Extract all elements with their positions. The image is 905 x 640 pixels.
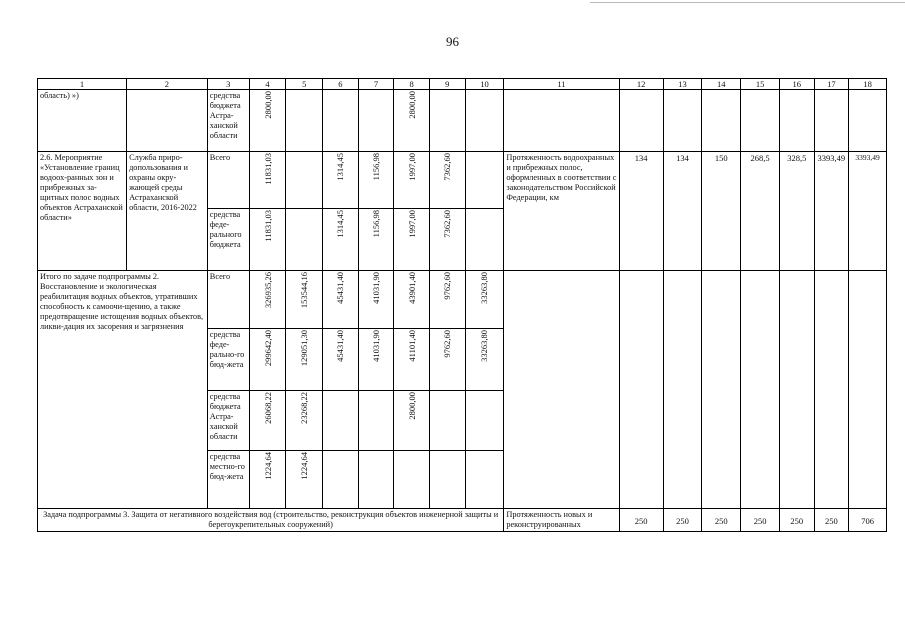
value-cell: 1224,64 — [249, 451, 286, 509]
col-header: 17 — [814, 79, 849, 90]
value-cell: 153544,16 — [286, 271, 323, 329]
col-header: 2 — [127, 79, 208, 90]
indicator-value: 250 — [663, 509, 702, 532]
executor-cell — [127, 90, 208, 152]
indicator-cell: Протяженность водоохранных и прибрежных полос, оформленных в соответствии с законодательством Российской Федерации, км — [504, 152, 619, 271]
indicator-value — [814, 90, 849, 152]
value-cell: 1156,98 — [358, 152, 394, 209]
value-cell — [465, 209, 504, 271]
indicator-value — [779, 271, 814, 509]
indicator-value: 250 — [814, 509, 849, 532]
value-cell — [286, 209, 323, 271]
value-cell — [358, 451, 394, 509]
col-header: 5 — [286, 79, 323, 90]
indicator-value: 328,5 — [779, 152, 814, 271]
source-cell: средства местно-го бюд-жета — [207, 451, 249, 509]
col-header: 10 — [465, 79, 504, 90]
col-header: 1 — [38, 79, 127, 90]
indicator-value: 250 — [779, 509, 814, 532]
indicator-value — [619, 271, 663, 509]
source-cell: средства феде-рально-го бюд-жета — [207, 329, 249, 391]
col-header: 11 — [504, 79, 619, 90]
value-cell: 1224,64 — [286, 451, 323, 509]
source-cell: средства бюджета Астра-ханской области — [207, 391, 249, 451]
indicator-value: 150 — [702, 152, 741, 271]
value-cell — [286, 152, 323, 209]
table-row — [38, 152, 887, 209]
col-header: 8 — [394, 79, 430, 90]
indicator-value — [779, 90, 814, 152]
col-header: 7 — [358, 79, 394, 90]
page-number: 96 — [446, 34, 459, 49]
table-row — [38, 90, 887, 152]
source-cell: средства бюджета Астра-ханской области — [207, 90, 249, 152]
indicator-value — [663, 271, 702, 509]
value-cell: 9762,60 — [429, 329, 465, 391]
indicator-value — [741, 271, 780, 509]
value-cell — [286, 90, 323, 152]
indicator-cell: Протяженность новых и реконструированных — [504, 509, 619, 532]
source-cell: Всего — [207, 271, 249, 329]
value-cell — [394, 451, 430, 509]
indicator-value: 134 — [663, 152, 702, 271]
col-header: 15 — [741, 79, 780, 90]
col-header: 12 — [619, 79, 663, 90]
value-cell — [323, 90, 359, 152]
value-cell: 1314,45 — [323, 209, 359, 271]
program-table — [37, 78, 887, 532]
indicator-cell — [504, 90, 619, 152]
value-cell — [465, 451, 504, 509]
value-cell: 7362,60 — [429, 209, 465, 271]
indicator-value: 3393,49 — [849, 152, 887, 271]
indicator-value: 268,5 — [741, 152, 780, 271]
indicator-value — [849, 90, 887, 152]
value-cell — [429, 90, 465, 152]
value-cell — [323, 451, 359, 509]
indicator-value — [702, 90, 741, 152]
indicator-value: 3393,49 — [814, 152, 849, 271]
value-cell: 1314,45 — [323, 152, 359, 209]
indicator-value — [741, 90, 780, 152]
value-cell: 2800,00 — [249, 90, 286, 152]
col-header: 16 — [779, 79, 814, 90]
value-cell: 23268,22 — [286, 391, 323, 451]
value-cell: 7362,60 — [429, 152, 465, 209]
task-heading: Задача подпрограммы 3. Защита от негативного воздействия вод (строительство, реконструкция объектов инженерной защиты и берегоукрепительных сооружений) — [38, 509, 504, 532]
value-cell: 26068,22 — [249, 391, 286, 451]
indicator-value: 250 — [702, 509, 741, 532]
value-cell: 45431,40 — [323, 329, 359, 391]
value-cell: 1997,00 — [394, 209, 430, 271]
value-cell: 11831,03 — [249, 152, 286, 209]
col-header: 4 — [249, 79, 286, 90]
value-cell — [465, 391, 504, 451]
value-cell: 326935,26 — [249, 271, 286, 329]
indicator-value: 250 — [741, 509, 780, 532]
value-cell: 33263,80 — [465, 271, 504, 329]
column-number-row — [38, 79, 887, 90]
value-cell — [323, 391, 359, 451]
indicator-cell — [504, 271, 619, 509]
value-cell — [465, 152, 504, 209]
col-header: 9 — [429, 79, 465, 90]
value-cell — [429, 451, 465, 509]
executor-cell: Служба приро-допользования и охраны окру-жающей среды Астраханской области, 2016-2022 — [127, 152, 208, 271]
indicator-value — [849, 271, 887, 509]
col-header: 14 — [702, 79, 741, 90]
value-cell: 2800,00 — [394, 391, 430, 451]
source-cell: Всего — [207, 152, 249, 209]
value-cell: 2800,00 — [394, 90, 430, 152]
value-cell: 1997,00 — [394, 152, 430, 209]
value-cell — [358, 90, 394, 152]
value-cell: 41031,90 — [358, 329, 394, 391]
indicator-value — [619, 90, 663, 152]
col-header: 3 — [207, 79, 249, 90]
value-cell: 9762,60 — [429, 271, 465, 329]
col-header: 18 — [849, 79, 887, 90]
value-cell: 45431,40 — [323, 271, 359, 329]
value-cell: 33263,80 — [465, 329, 504, 391]
indicator-value — [702, 271, 741, 509]
top-rule — [590, 2, 905, 3]
value-cell — [429, 391, 465, 451]
source-cell: средства феде-рального бюджета — [207, 209, 249, 271]
measure-cell: область) ») — [38, 90, 127, 152]
value-cell: 41031,90 — [358, 271, 394, 329]
measure-cell: 2.6. Мероприятие «Установление границ водоох-ранных зон и прибрежных за-щитных полос водных объектов Астраханской области» — [38, 152, 127, 271]
table-row — [38, 509, 887, 532]
summary-cell: Итого по задаче подпрограммы 2. Восстановление и экологическая реабилитация водных объектов, утративших способность к самоочи-щению, а также предотвращение истощения водных объектов, ликви-дация их засорения и загрязнения — [38, 271, 208, 509]
value-cell: 11831,03 — [249, 209, 286, 271]
indicator-value: 134 — [619, 152, 663, 271]
value-cell: 43901,40 — [394, 271, 430, 329]
value-cell — [465, 90, 504, 152]
col-header: 6 — [323, 79, 359, 90]
value-cell: 129051,30 — [286, 329, 323, 391]
indicator-value: 250 — [619, 509, 663, 532]
col-header: 13 — [663, 79, 702, 90]
value-cell: 1156,98 — [358, 209, 394, 271]
value-cell — [358, 391, 394, 451]
value-cell: 41101,40 — [394, 329, 430, 391]
indicator-value — [814, 271, 849, 509]
indicator-value — [663, 90, 702, 152]
value-cell: 299642,40 — [249, 329, 286, 391]
table-row — [38, 271, 887, 329]
indicator-value: 706 — [849, 509, 887, 532]
